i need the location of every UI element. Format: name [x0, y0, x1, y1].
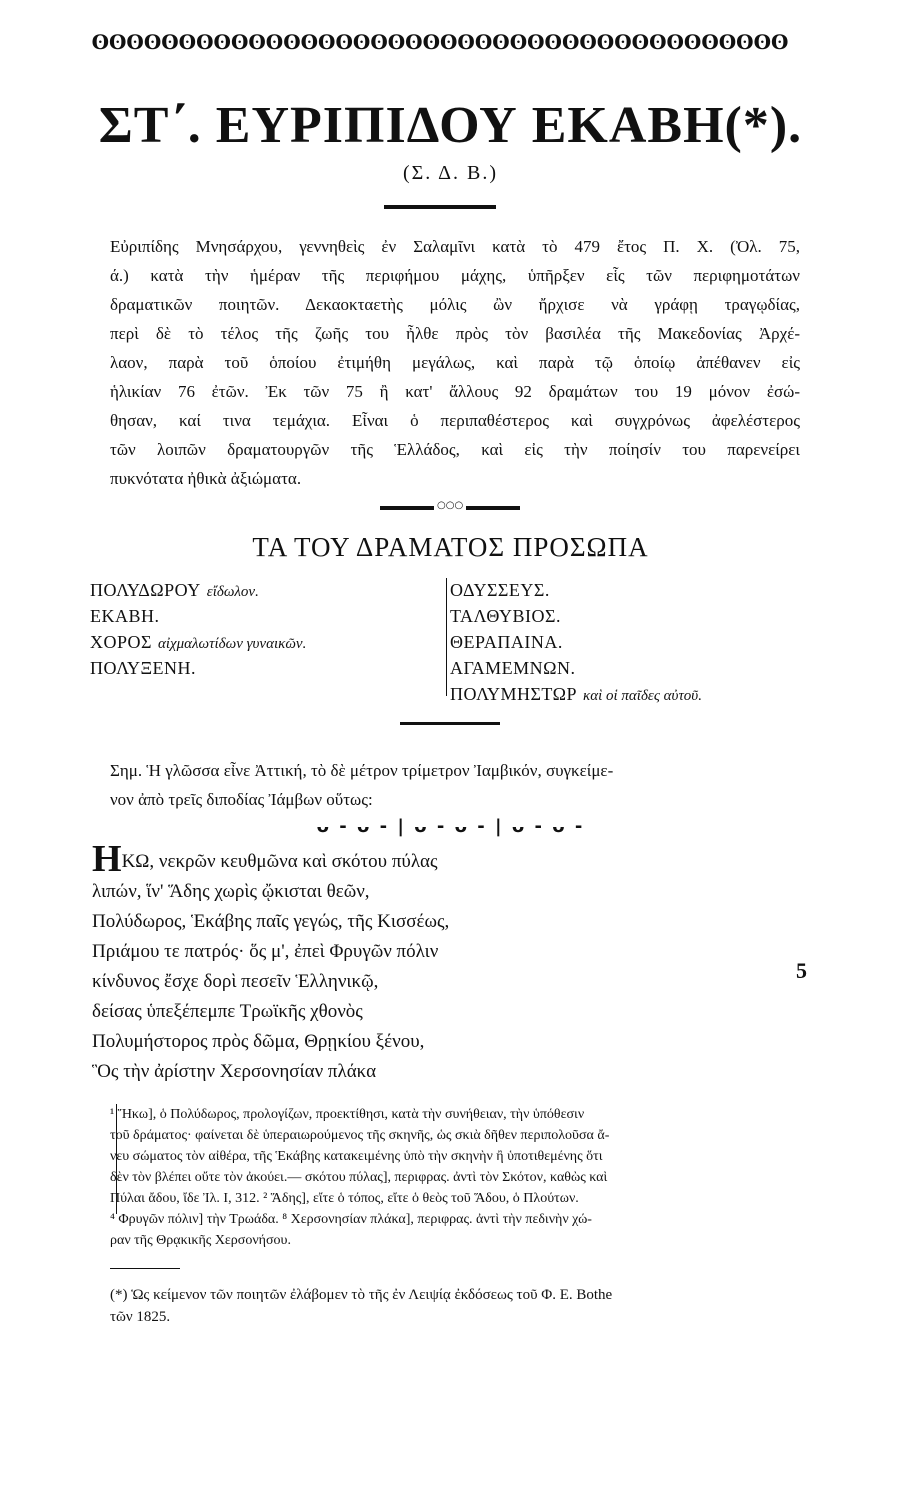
intro-line: λαον, παρὰ τοῦ ὁποίου ἐτιμήθη μεγάλως, καὶ παρὰ τῷ ὁποίῳ ἀπέθανεν εἰς [110, 353, 800, 372]
top-ornament-band: ʘʘʘʘʘʘʘʘʘʘʘʘʘʘʘʘʘʘʘʘʘʘʘʘʘʘʘʘʘʘʘʘʘʘʘʘʘʘʘʘ [91, 30, 789, 54]
meter-scheme: ᴗ - ᴗ - | ᴗ - ᴗ - | ᴗ - ᴗ - [316, 816, 585, 837]
footnotes [110, 1104, 810, 1251]
verse-line: Ὃς τὴν ἀρίστην Χερσονησίαν πλάκα [92, 1061, 377, 1082]
footnote-line: ¹ Ἥκω], ὁ Πολύδωρος, προλογίζων, προεκτίθησι, κατὰ τὴν συνήθειαν, τὴν ὑπόθεσιν [110, 1107, 585, 1122]
intro-line: δραματικῶν ποιητῶν. Δεκαοκταετὴς μόλις ὢν ἤρχισε νὰ γράφῃ τραγῳδίας, [110, 295, 800, 314]
verse-line: Πολύδωρος, Ἑκάβης παῖς γεγώς, τῆς Κισσέως, [92, 911, 450, 932]
cast-item [450, 578, 830, 604]
footnote-divider [110, 1268, 180, 1269]
cast-name: ΟΔΥΣΣΕΥΣ. [450, 580, 550, 600]
verse-line: Πριάμου τε πατρός· ὅς μ', ἐπεὶ Φρυγῶν πόλιν [92, 941, 439, 962]
cast-list-right [450, 578, 830, 708]
cast-name: ΠΟΛΥΔΩΡΟΥ [90, 580, 201, 600]
cast-name: ΠΟΛΥΞΕΝΗ. [90, 658, 197, 678]
page-subtitle: (Σ. Δ. Β.) [402, 162, 499, 184]
divider-ornament-icon: ○○○ [434, 501, 466, 511]
cast-name: ΤΑΛΘΥΒΙΟΣ. [450, 606, 561, 626]
verse-line: Πολυμήστορος πρὸς δῶμα, Θρῃκίου ξένου, [92, 1031, 425, 1052]
footnote-line: δὲν τὸν βλέπει οὔτε τὸν ἀκούει.— σκότου πύλας], περιφρας. ἀντὶ τὸν Σκότον, καθὼς καὶ [110, 1170, 608, 1185]
cast-item [90, 604, 440, 630]
intro-paragraph [110, 232, 800, 493]
title-divider [384, 205, 496, 209]
intro-line: θησαν, καί τινα τεμάχια. Εἶναι ὁ περιπαθέστερος καὶ συγχρόνως ἀφελέστερος [110, 411, 800, 430]
intro-line: ἡλικίαν 76 ἐτῶν. Ἐκ τῶν 75 ἢ κατ' ἄλλους 92 δραμάτων του 19 μόνον ἐσώ- [110, 382, 800, 401]
footnote-line: ⁴ Φρυγῶν πόλιν] τὴν Τρωάδα. ⁸ Χερσονησίαν πλάκα], περιφρας. ἀντὶ τὴν πεδινὴν χώ- [110, 1212, 592, 1227]
footnote-line: Πύλαι ἄδου, ἴδε Ἰλ. I, 312. ² Ἅδης], εἴτε ὁ τόπος, εἴτε ὁ θεὸς τοῦ Ἅδου, ὁ Πλούτων. [110, 1191, 579, 1206]
intro-line: ά.) κατὰ τὴν ἡμέραν τῆς περιφήμου μάχης, ὑπῆρξεν εἷς τῶν περιφημοτάτων [110, 266, 800, 285]
verse-line-number: 5 [796, 958, 807, 983]
verse-line: λιπών, ἵν' Ἅδης χωρὶς ᾤκισται θεῶν, [92, 881, 370, 902]
cast-list-left [90, 578, 440, 682]
edition-note-line: (*) Ὡς κείμενον τῶν ποιητῶν ἐλάβομεν τὸ τῆς ἐν Λειψίᾳ ἐκδόσεως τοῦ Φ. Ε. Bothe [110, 1287, 613, 1303]
verse-line: δείσας ὑπεξέπεμπε Τρωϊκῆς χθονὸς [92, 1001, 363, 1022]
cast-item [450, 604, 830, 630]
verse-divider [400, 722, 500, 725]
drop-cap: Η [92, 838, 122, 880]
cast-name: ΑΓΑΜΕΜΝΩΝ. [450, 658, 576, 678]
footnote-line: τοῦ δράματος· φαίνεται δὲ ὑπεραιωρούμενος τῆς σκηνῆς, ὡς σκιὰ δῆθεν περιπολοῦσα ἄ- [110, 1128, 610, 1143]
cast-item [90, 578, 440, 604]
cast-name: ΕΚΑΒΗ. [90, 606, 160, 626]
edition-note [110, 1284, 810, 1328]
cast-heading: ΤΑ ΤΟΥ ΔΡΑΜΑΤΟΣ ΠΡΟΣΩΠΑ [252, 532, 649, 562]
meter-note-line: Σημ. Ἡ γλῶσσα εἶνε Ἀττική, τὸ δὲ μέτρον τρίμετρον Ἰαμβικόν, συγκείμε- [110, 761, 614, 780]
intro-line: τῶν λοιπῶν δραματουργῶν τῆς Ἑλλάδος, καὶ εἰς τὴν ποίησίν του παρενείρει [110, 440, 800, 459]
footnote-line: νευ σώματος τὸν αἰθέρα, τῆς Ἑκάβης κατακειμένης ὑπὸ τὴν σκηνὴν ἢ ὑποτιθεμένης ὅτι [110, 1149, 603, 1164]
cast-column-divider [446, 578, 447, 696]
cast-item [90, 630, 440, 656]
cast-name: ΠΟΛΥΜΗΣΤΩΡ [450, 684, 577, 704]
verse-line [92, 838, 592, 880]
edition-note-line: τῶν 1825. [110, 1309, 171, 1325]
meter-note [110, 756, 800, 814]
page-title: ΣΤ΄. ΕΥΡΙΠΙΔΟΥ ΕΚΑΒΗ(*). [98, 97, 803, 154]
cast-item [450, 682, 830, 708]
intro-line: Εὐριπίδης Μνησάρχου, γεννηθεὶς ἐν Σαλαμῖνι κατὰ τὸ 479 ἔτος Π. Χ. (Ὀλ. 75, [110, 237, 800, 256]
intro-line: πυκνότατα ἠθικὰ ἀξιώματα. [110, 469, 302, 488]
cast-desc: αἰχμαλωτίδων γυναικῶν. [157, 636, 307, 652]
cast-desc: καὶ οἱ παῖδες αὐτοῦ. [583, 688, 702, 704]
verse-block [92, 838, 592, 1087]
cast-item [90, 656, 440, 682]
verse-line: κίνδυνος ἔσχε δορὶ πεσεῖν Ἑλληνικῷ, [92, 971, 379, 992]
meter-note-line: νον ἀπὸ τρεῖς διποδίας Ἰάμβων οὕτως: [110, 790, 373, 809]
cast-name: ΧΟΡΟΣ [90, 632, 152, 652]
footnote-line: ραν τῆς Θρᾳκικῆς Χερσονήσου. [110, 1233, 291, 1248]
intro-line: περὶ δὲ τὸ τέλος τῆς ζωῆς του ἦλθε πρὸς τὸν βασιλέα τῆς Μακεδονίας Ἀρχέ- [110, 324, 800, 343]
cast-item [450, 656, 830, 682]
cast-item [450, 630, 830, 656]
cast-desc: εἴδωλον. [206, 584, 259, 600]
verse-first-text: ΚΩ, νεκρῶν κευθμῶνα καὶ σκότου πύλας [121, 851, 438, 872]
cast-name: ΘΕΡΑΠΑΙΝΑ. [450, 632, 563, 652]
